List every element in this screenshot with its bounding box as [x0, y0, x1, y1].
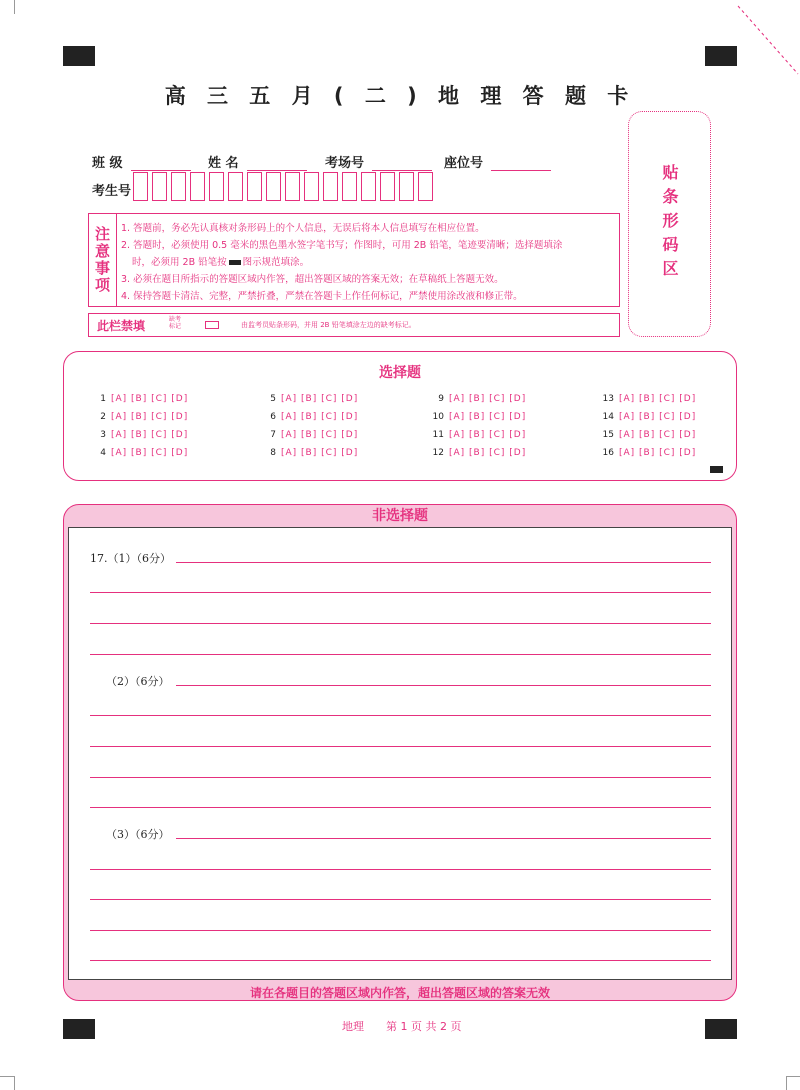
exam-no-box[interactable]: [152, 172, 167, 201]
exam-no-box[interactable]: [190, 172, 205, 201]
exam-no-box[interactable]: [361, 172, 376, 201]
choice-question-9: [430, 394, 526, 404]
answer-options[interactable]: [A] [B] [C] [D]: [619, 394, 697, 404]
answer-line: [90, 930, 711, 931]
crop-mark: [0, 1076, 14, 1077]
choice-question-3: [92, 430, 188, 440]
exam-no-box[interactable]: [228, 172, 243, 201]
question-17-3-label: （3）（6分）: [106, 828, 170, 841]
answer-line: [90, 807, 711, 808]
position-mark-bottom-right: [705, 1019, 737, 1039]
choice-question-1: [92, 394, 188, 404]
fill-sample-icon: [229, 260, 241, 265]
notice-item: 4. 保持答题卡清洁、完整，严禁折叠，严禁在答题卡上作任何标记，严禁使用涂改液和修正带。: [121, 291, 523, 302]
question-number: 9: [438, 394, 444, 404]
exam-no-box[interactable]: [133, 172, 148, 201]
choice-question-10: [430, 412, 526, 422]
answer-options[interactable]: [A] [B] [C] [D]: [281, 448, 359, 458]
answer-line: [176, 838, 711, 839]
choice-question-5: [262, 394, 358, 404]
notice-item: 2. 答题时，必须使用 0.5 毫米的黑色墨水签字笔书写；作图时，可用 2B 铅笔，笔迹要清晰；选择题填涂: [121, 240, 563, 251]
question-number: 8: [270, 448, 276, 458]
exam-no-box[interactable]: [380, 172, 395, 201]
choice-title: 选择题: [379, 365, 421, 381]
exam-no-box[interactable]: [171, 172, 186, 201]
page-title: 高 三 五 月 ( 二 ) 地 理 答 题 卡: [164, 84, 636, 108]
answer-line: [176, 685, 711, 686]
question-number: 12: [432, 448, 444, 458]
position-mark-small: [710, 466, 723, 473]
answer-line: [90, 869, 711, 870]
choice-question-4: [92, 448, 188, 458]
exam-no-box[interactable]: [285, 172, 300, 201]
answer-options[interactable]: [A] [B] [C] [D]: [111, 394, 189, 404]
seat-label: 座位号: [444, 156, 484, 171]
name-field[interactable]: [247, 156, 307, 171]
question-number: 16: [602, 448, 614, 458]
answer-options[interactable]: [A] [B] [C] [D]: [619, 412, 697, 422]
fold-line: [730, 0, 800, 80]
open-footer-note: 请在各题目的答题区域内作答，超出答题区域的答案无效: [249, 986, 550, 1000]
exam-no-box[interactable]: [323, 172, 338, 201]
room-field[interactable]: [372, 156, 432, 171]
answer-line: [90, 777, 711, 778]
exam-no-box[interactable]: [399, 172, 414, 201]
question-number: 14: [602, 412, 614, 422]
absent-checkbox[interactable]: [205, 321, 219, 329]
answer-options[interactable]: [A] [B] [C] [D]: [449, 430, 527, 440]
choice-question-16: [600, 448, 696, 458]
question-number: 11: [432, 430, 444, 440]
exam-no-label: 考生号: [92, 184, 132, 199]
choice-question-2: [92, 412, 188, 422]
footer-page: 第 1 页 共 2 页: [386, 1020, 462, 1033]
question-number: 15: [602, 430, 614, 440]
answer-options[interactable]: [A] [B] [C] [D]: [449, 448, 527, 458]
choice-question-15: [600, 430, 696, 440]
forbid-instruction: 由监考员贴条形码，并用 2B 铅笔填涂左边的缺考标记。: [241, 321, 416, 329]
choice-question-12: [430, 448, 526, 458]
choice-question-8: [262, 448, 358, 458]
choice-question-7: [262, 430, 358, 440]
choice-question-14: [600, 412, 696, 422]
answer-options[interactable]: [A] [B] [C] [D]: [111, 430, 189, 440]
question-number: 5: [270, 394, 276, 404]
answer-area[interactable]: [68, 527, 732, 980]
barcode-area: [628, 111, 711, 337]
answer-options[interactable]: [A] [B] [C] [D]: [619, 430, 697, 440]
question-number: 6: [270, 412, 276, 422]
crop-mark: [786, 1076, 800, 1077]
forbid-label: 此栏禁填: [97, 319, 146, 333]
forbid-row: [88, 313, 620, 337]
seat-field[interactable]: [491, 156, 551, 171]
crop-mark: [14, 0, 15, 14]
exam-no-box[interactable]: [209, 172, 224, 201]
position-mark-top-left: [63, 46, 95, 66]
notice-box: [88, 213, 620, 307]
answer-options[interactable]: [A] [B] [C] [D]: [619, 448, 697, 458]
choice-question-13: [600, 394, 696, 404]
answer-line: [90, 746, 711, 747]
crop-mark: [14, 1076, 15, 1090]
room-label: 考场号: [325, 156, 365, 171]
exam-no-box[interactable]: [418, 172, 433, 201]
class-label: 班 级: [92, 156, 123, 171]
answer-options[interactable]: [A] [B] [C] [D]: [281, 394, 359, 404]
position-mark-bottom-left: [63, 1019, 95, 1039]
answer-line: [176, 562, 711, 563]
answer-line: [90, 715, 711, 716]
crop-mark: [786, 1076, 787, 1090]
answer-line: [90, 592, 711, 593]
footer-subject: 地理: [342, 1020, 364, 1033]
question-number: 4: [100, 448, 106, 458]
exam-no-box[interactable]: [304, 172, 319, 201]
exam-no-box[interactable]: [266, 172, 281, 201]
position-mark-top-right: [705, 46, 737, 66]
question-17-2-label: （2）（6分）: [106, 675, 170, 688]
notice-item: 3. 必须在题目所指示的答题区域内作答，超出答题区域的答案无效；在草稿纸上答题无效。: [121, 274, 504, 285]
name-label: 姓 名: [208, 156, 239, 171]
class-field[interactable]: [131, 156, 191, 171]
question-number: 2: [100, 412, 106, 422]
choice-question-11: [430, 430, 526, 440]
answer-line: [90, 654, 711, 655]
answer-line: [90, 960, 711, 961]
exam-no-box[interactable]: [247, 172, 262, 201]
notice-item: 1. 答题前，务必先认真核对条形码上的个人信息，无误后将本人信息填写在相应位置。: [121, 223, 485, 234]
notice-list: [121, 220, 615, 305]
question-17-1-label: 17.（1）（6分）: [90, 552, 171, 565]
answer-options[interactable]: [A] [B] [C] [D]: [281, 430, 359, 440]
exam-no-box[interactable]: [342, 172, 357, 201]
notice-item: 时，必须用 2B 铅笔按 图示规范填涂。: [132, 257, 310, 268]
question-number: 7: [270, 430, 276, 440]
question-number: 13: [602, 394, 614, 404]
question-number: 1: [100, 394, 106, 404]
barcode-label: 贴条形码区: [660, 164, 679, 284]
answer-options[interactable]: [A] [B] [C] [D]: [281, 412, 359, 422]
notice-heading: 注意事项: [89, 214, 117, 306]
answer-options[interactable]: [A] [B] [C] [D]: [449, 412, 527, 422]
question-number: 10: [432, 412, 444, 422]
choice-question-6: [262, 412, 358, 422]
answer-line: [90, 623, 711, 624]
answer-options[interactable]: [A] [B] [C] [D]: [111, 448, 189, 458]
absent-label: 缺考标记: [169, 316, 182, 330]
answer-options[interactable]: [A] [B] [C] [D]: [449, 394, 527, 404]
question-number: 3: [100, 430, 106, 440]
answer-options[interactable]: [A] [B] [C] [D]: [111, 412, 189, 422]
answer-line: [90, 899, 711, 900]
exam-no-boxes: [133, 172, 437, 201]
open-title: 非选择题: [372, 508, 428, 524]
